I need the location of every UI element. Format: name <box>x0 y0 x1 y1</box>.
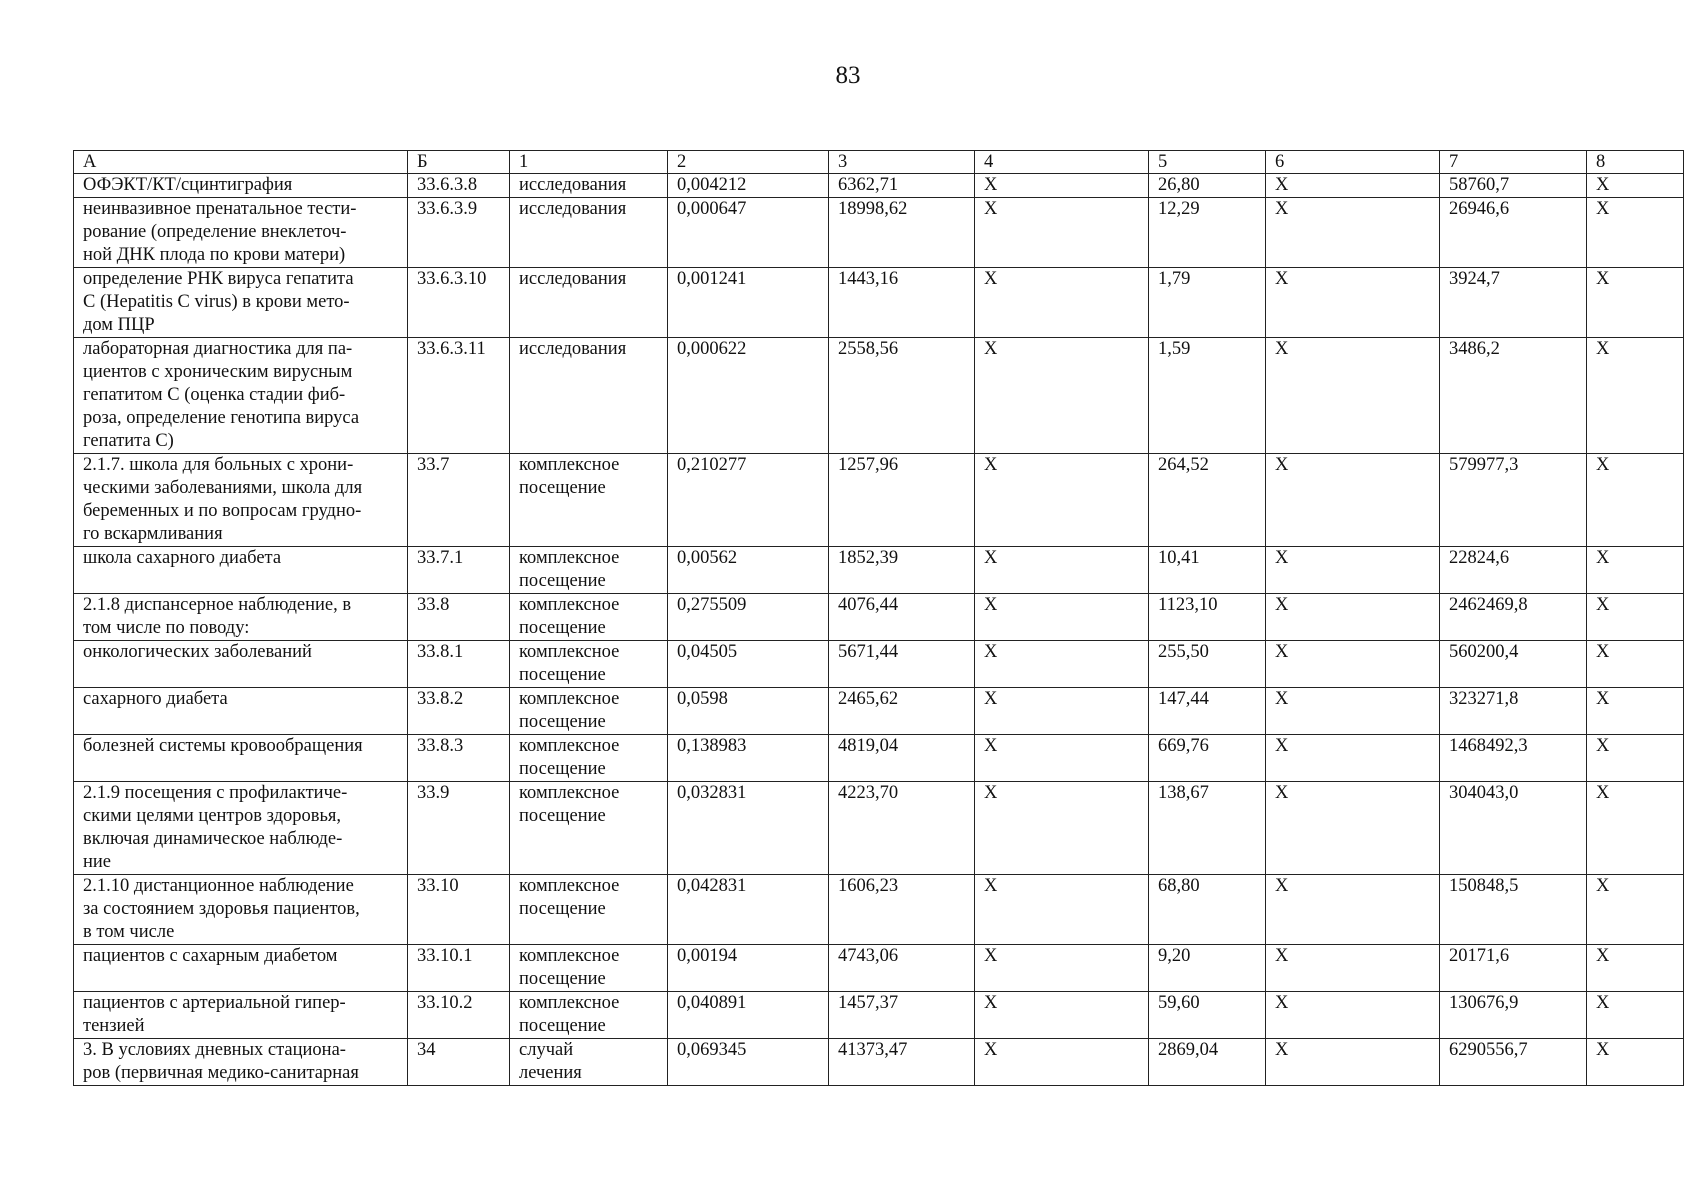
cell-col-3: 41373,47 <box>829 1039 975 1086</box>
cell-col-6: X <box>1266 454 1440 547</box>
page-number: 83 <box>835 62 861 89</box>
cell-col-2: 0,138983 <box>668 735 829 782</box>
cell-col-7: 20171,6 <box>1440 945 1587 992</box>
cell-col-6: X <box>1266 198 1440 268</box>
cell-col-6: X <box>1266 688 1440 735</box>
cell-col-1: комплексное посещение <box>510 641 668 688</box>
cell-col-7: 22824,6 <box>1440 547 1587 594</box>
cell-col-a: 3. В условиях дневных стациона- ров (первичная медико-санитарная <box>74 1039 408 1086</box>
cell-col-a: 2.1.8 диспансерное наблюдение, в том числе по поводу: <box>74 594 408 641</box>
cell-col-1: исследования <box>510 338 668 454</box>
cell-col-a: ОФЭКТ/КТ/сцинтиграфия <box>74 174 408 198</box>
cell-col-5: 255,50 <box>1149 641 1266 688</box>
cell-col-4: X <box>975 945 1149 992</box>
cell-col-1: исследования <box>510 268 668 338</box>
header-col-4: 4 <box>975 151 1149 174</box>
cell-col-6: X <box>1266 641 1440 688</box>
header-col-b: Б <box>408 151 510 174</box>
cell-col-7: 3486,2 <box>1440 338 1587 454</box>
cell-col-7: 2462469,8 <box>1440 594 1587 641</box>
cell-col-b: 33.10.2 <box>408 992 510 1039</box>
cell-col-4: X <box>975 688 1149 735</box>
cell-col-2: 0,042831 <box>668 875 829 945</box>
cell-col-7: 323271,8 <box>1440 688 1587 735</box>
cell-col-6: X <box>1266 735 1440 782</box>
cell-col-2: 0,001241 <box>668 268 829 338</box>
cell-col-4: X <box>975 1039 1149 1086</box>
header-col-3: 3 <box>829 151 975 174</box>
cell-col-1: исследования <box>510 198 668 268</box>
cell-col-1: случай лечения <box>510 1039 668 1086</box>
cell-col-a: 2.1.9 посещения с профилактиче- скими целями центров здоровья, включая динамическое наблюде- ние <box>74 782 408 875</box>
table-row <box>74 688 1684 735</box>
cell-col-3: 1257,96 <box>829 454 975 547</box>
cell-col-3: 4076,44 <box>829 594 975 641</box>
cell-col-3: 4819,04 <box>829 735 975 782</box>
cell-col-1: комплексное посещение <box>510 735 668 782</box>
cell-col-8: X <box>1587 875 1684 945</box>
cell-col-7: 150848,5 <box>1440 875 1587 945</box>
cell-col-3: 1443,16 <box>829 268 975 338</box>
cell-col-2: 0,004212 <box>668 174 829 198</box>
cell-col-a: определение РНК вируса гепатита C (Hepatitis C virus) в крови мето- дом ПЦР <box>74 268 408 338</box>
cell-col-5: 138,67 <box>1149 782 1266 875</box>
table-row <box>74 782 1684 875</box>
cell-col-6: X <box>1266 992 1440 1039</box>
cell-col-b: 33.8.2 <box>408 688 510 735</box>
cell-col-4: X <box>975 641 1149 688</box>
cell-col-5: 10,41 <box>1149 547 1266 594</box>
cell-col-7: 58760,7 <box>1440 174 1587 198</box>
cell-col-2: 0,069345 <box>668 1039 829 1086</box>
cell-col-2: 0,000647 <box>668 198 829 268</box>
cell-col-2: 0,00562 <box>668 547 829 594</box>
data-table <box>73 150 1684 1086</box>
cell-col-1: исследования <box>510 174 668 198</box>
table-row <box>74 198 1684 268</box>
cell-col-7: 304043,0 <box>1440 782 1587 875</box>
cell-col-5: 1,79 <box>1149 268 1266 338</box>
cell-col-1: комплексное посещение <box>510 454 668 547</box>
cell-col-4: X <box>975 875 1149 945</box>
cell-col-8: X <box>1587 594 1684 641</box>
cell-col-6: X <box>1266 875 1440 945</box>
table-row <box>74 338 1684 454</box>
cell-col-1: комплексное посещение <box>510 547 668 594</box>
cell-col-b: 33.10.1 <box>408 945 510 992</box>
table-row <box>74 174 1684 198</box>
cell-col-3: 6362,71 <box>829 174 975 198</box>
cell-col-4: X <box>975 735 1149 782</box>
cell-col-3: 1852,39 <box>829 547 975 594</box>
cell-col-8: X <box>1587 174 1684 198</box>
cell-col-b: 33.10 <box>408 875 510 945</box>
cell-col-7: 1468492,3 <box>1440 735 1587 782</box>
cell-col-6: X <box>1266 1039 1440 1086</box>
cell-col-1: комплексное посещение <box>510 688 668 735</box>
cell-col-2: 0,032831 <box>668 782 829 875</box>
cell-col-1: комплексное посещение <box>510 992 668 1039</box>
cell-col-a: 2.1.7. школа для больных с хрони- ческими заболеваниями, школа для беременных и по вопросам грудно- го вскармливания <box>74 454 408 547</box>
cell-col-a: пациентов с артериальной гипер- тензией <box>74 992 408 1039</box>
cell-col-8: X <box>1587 198 1684 268</box>
cell-col-8: X <box>1587 547 1684 594</box>
cell-col-5: 59,60 <box>1149 992 1266 1039</box>
cell-col-4: X <box>975 174 1149 198</box>
table-row <box>74 641 1684 688</box>
table-row <box>74 875 1684 945</box>
cell-col-3: 4743,06 <box>829 945 975 992</box>
cell-col-2: 0,00194 <box>668 945 829 992</box>
header-col-2: 2 <box>668 151 829 174</box>
header-col-a: А <box>74 151 408 174</box>
cell-col-6: X <box>1266 174 1440 198</box>
table-row <box>74 735 1684 782</box>
cell-col-1: комплексное посещение <box>510 594 668 641</box>
cell-col-4: X <box>975 547 1149 594</box>
cell-col-8: X <box>1587 338 1684 454</box>
cell-col-7: 3924,7 <box>1440 268 1587 338</box>
cell-col-5: 12,29 <box>1149 198 1266 268</box>
table-row <box>74 547 1684 594</box>
cell-col-8: X <box>1587 945 1684 992</box>
cell-col-1: комплексное посещение <box>510 782 668 875</box>
cell-col-a: лабораторная диагностика для па- циентов с хроническим вирусным гепатитом С (оценка стадии фиб- роза, определение генотипа вируса гепатита С) <box>74 338 408 454</box>
cell-col-b: 33.6.3.10 <box>408 268 510 338</box>
table-header-row <box>74 151 1684 174</box>
header-col-5: 5 <box>1149 151 1266 174</box>
cell-col-3: 5671,44 <box>829 641 975 688</box>
cell-col-3: 1457,37 <box>829 992 975 1039</box>
cell-col-7: 560200,4 <box>1440 641 1587 688</box>
cell-col-a: сахарного диабета <box>74 688 408 735</box>
cell-col-4: X <box>975 454 1149 547</box>
cell-col-3: 18998,62 <box>829 198 975 268</box>
cell-col-5: 1,59 <box>1149 338 1266 454</box>
cell-col-2: 0,0598 <box>668 688 829 735</box>
cell-col-a: пациентов с сахарным диабетом <box>74 945 408 992</box>
cell-col-a: 2.1.10 дистанционное наблюдение за состоянием здоровья пациентов, в том числе <box>74 875 408 945</box>
cell-col-8: X <box>1587 641 1684 688</box>
cell-col-b: 33.9 <box>408 782 510 875</box>
cell-col-b: 33.8.1 <box>408 641 510 688</box>
cell-col-a: онкологических заболеваний <box>74 641 408 688</box>
cell-col-2: 0,000622 <box>668 338 829 454</box>
cell-col-b: 33.8.3 <box>408 735 510 782</box>
cell-col-5: 9,20 <box>1149 945 1266 992</box>
cell-col-7: 26946,6 <box>1440 198 1587 268</box>
cell-col-7: 6290556,7 <box>1440 1039 1587 1086</box>
cell-col-8: X <box>1587 782 1684 875</box>
cell-col-6: X <box>1266 945 1440 992</box>
cell-col-5: 147,44 <box>1149 688 1266 735</box>
table-row <box>74 992 1684 1039</box>
cell-col-8: X <box>1587 1039 1684 1086</box>
cell-col-3: 2558,56 <box>829 338 975 454</box>
cell-col-5: 26,80 <box>1149 174 1266 198</box>
cell-col-5: 264,52 <box>1149 454 1266 547</box>
header-col-7: 7 <box>1440 151 1587 174</box>
cell-col-b: 33.6.3.11 <box>408 338 510 454</box>
cell-col-6: X <box>1266 268 1440 338</box>
cell-col-3: 1606,23 <box>829 875 975 945</box>
cell-col-a: школа сахарного диабета <box>74 547 408 594</box>
cell-col-8: X <box>1587 268 1684 338</box>
cell-col-6: X <box>1266 594 1440 641</box>
cell-col-6: X <box>1266 782 1440 875</box>
cell-col-2: 0,210277 <box>668 454 829 547</box>
cell-col-4: X <box>975 594 1149 641</box>
cell-col-b: 33.7 <box>408 454 510 547</box>
cell-col-8: X <box>1587 992 1684 1039</box>
cell-col-7: 130676,9 <box>1440 992 1587 1039</box>
cell-col-3: 2465,62 <box>829 688 975 735</box>
cell-col-5: 2869,04 <box>1149 1039 1266 1086</box>
cell-col-5: 669,76 <box>1149 735 1266 782</box>
cell-col-2: 0,275509 <box>668 594 829 641</box>
table-row <box>74 594 1684 641</box>
cell-col-4: X <box>975 268 1149 338</box>
table-row <box>74 945 1684 992</box>
cell-col-3: 4223,70 <box>829 782 975 875</box>
cell-col-7: 579977,3 <box>1440 454 1587 547</box>
table-row <box>74 1039 1684 1086</box>
cell-col-b: 33.6.3.8 <box>408 174 510 198</box>
cell-col-8: X <box>1587 688 1684 735</box>
cell-col-4: X <box>975 338 1149 454</box>
header-col-6: 6 <box>1266 151 1440 174</box>
cell-col-2: 0,04505 <box>668 641 829 688</box>
cell-col-a: болезней системы кровообращения <box>74 735 408 782</box>
cell-col-b: 33.7.1 <box>408 547 510 594</box>
cell-col-6: X <box>1266 547 1440 594</box>
cell-col-a: неинвазивное пренатальное тести- рование (определение внеклеточ- ной ДНК плода по крови матери) <box>74 198 408 268</box>
cell-col-4: X <box>975 782 1149 875</box>
cell-col-b: 34 <box>408 1039 510 1086</box>
cell-col-4: X <box>975 992 1149 1039</box>
cell-col-1: комплексное посещение <box>510 875 668 945</box>
cell-col-2: 0,040891 <box>668 992 829 1039</box>
header-col-8: 8 <box>1587 151 1684 174</box>
table-row <box>74 454 1684 547</box>
cell-col-5: 1123,10 <box>1149 594 1266 641</box>
cell-col-b: 33.8 <box>408 594 510 641</box>
table-body <box>74 151 1684 1086</box>
cell-col-6: X <box>1266 338 1440 454</box>
cell-col-5: 68,80 <box>1149 875 1266 945</box>
table-row <box>74 268 1684 338</box>
cell-col-8: X <box>1587 735 1684 782</box>
cell-col-1: комплексное посещение <box>510 945 668 992</box>
cell-col-b: 33.6.3.9 <box>408 198 510 268</box>
cell-col-4: X <box>975 198 1149 268</box>
cell-col-8: X <box>1587 454 1684 547</box>
header-col-1: 1 <box>510 151 668 174</box>
